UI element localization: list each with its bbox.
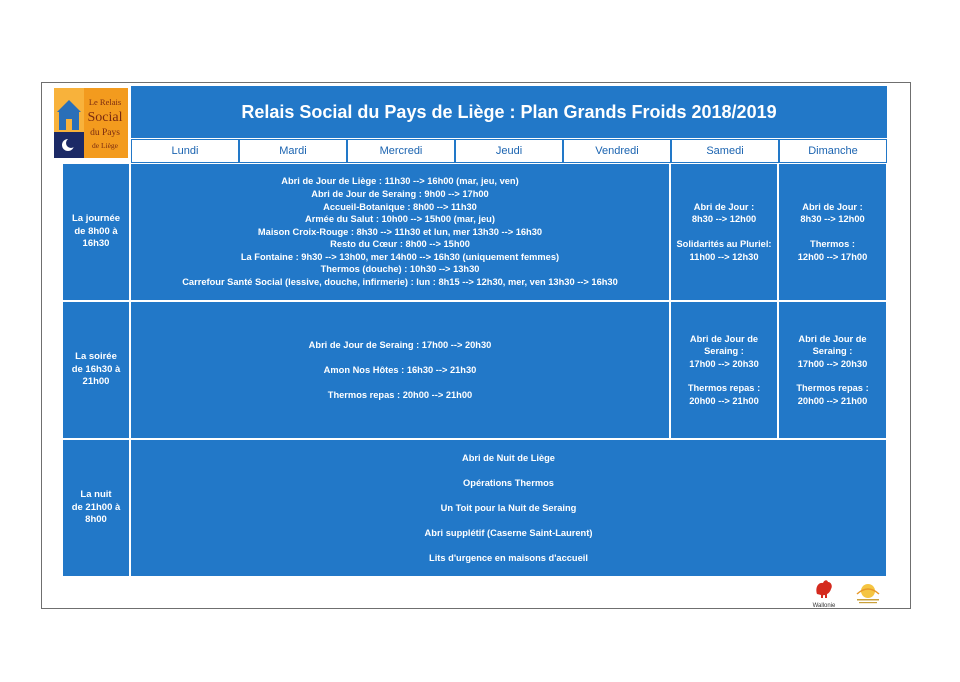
rooster-icon [813, 578, 835, 598]
day-weekday-services [131, 164, 669, 300]
service-line: Amon Nos Hôtes : 16h30 --> 21h30 [323, 364, 477, 375]
relais-social-logo [54, 88, 128, 158]
service-line: Un Toit pour la Nuit de Seraing [440, 502, 577, 513]
period-label-day: La journée de 8h00 à 16h30 [63, 164, 129, 300]
evening-sunday-services: Abri de Jour de Seraing : 17h00 --> 20h30 Thermos repas : 20h00 --> 21h00 [779, 302, 886, 438]
service-line: Abri de Nuit de Liège [462, 452, 555, 463]
service-line: Abri de Jour de Liège : 11h30 --> 16h00 (mar, jeu, ven) [281, 176, 519, 187]
day-header-tuesday: Mardi [239, 139, 347, 163]
evening-weekday-services [131, 302, 669, 438]
service-line: Carrefour Santé Social (lessive, douche, infirmerie) : lun : 8h15 --> 12h30, mer, ven 13h30 --> 16h30 [182, 277, 618, 288]
service-line: Opérations Thermos [463, 477, 554, 488]
service-line: Thermos (douche) : 10h30 --> 13h30 [320, 264, 480, 275]
svg-text:du Pays: du Pays [90, 128, 120, 138]
service-line: Abri de Jour de Seraing : 9h00 --> 17h00 [311, 188, 489, 199]
evening-saturday-services: Abri de Jour de Seraing : 17h00 --> 20h30 Thermos repas : 20h00 --> 21h00 [671, 302, 777, 438]
service-line: Abri de Jour de Seraing : 17h00 --> 20h30 [308, 339, 492, 350]
day-saturday-services: Abri de Jour : 8h30 --> 12h00 Solidarités au Pluriel: 11h00 --> 12h30 [671, 164, 777, 300]
service-line: Thermos repas : 20h00 --> 21h00 [327, 389, 473, 400]
day-header-monday: Lundi [131, 139, 239, 163]
day-header-row [131, 139, 887, 163]
sponsor-sun-logo [853, 580, 883, 606]
svg-text:Social: Social [87, 110, 123, 125]
wallonie-logo: Wallonie [810, 578, 838, 608]
day-header-sunday: Dimanche [779, 139, 887, 163]
period-label-evening: La soirée de 16h30 à 21h00 [63, 302, 129, 438]
day-header-wednesday: Mercredi [347, 139, 455, 163]
period-label-night: La nuit de 21h00 à 8h00 [63, 440, 129, 576]
svg-text:de Liège: de Liège [91, 141, 119, 150]
service-line: Armée du Salut : 10h00 --> 15h00 (mar, jeu) [305, 214, 495, 225]
day-header-friday: Vendredi [563, 139, 671, 163]
day-header-saturday: Samedi [671, 139, 779, 163]
poster-title: Relais Social du Pays de Liège : Plan Grands Froids 2018/2019 [131, 86, 887, 138]
svg-text:Le Relais: Le Relais [88, 97, 122, 107]
service-line: Lits d'urgence en maisons d'accueil [429, 552, 588, 563]
service-line: La Fontaine : 9h30 --> 13h00, mer 14h00 --> 16h30 (uniquement femmes) [240, 251, 560, 262]
day-header-thursday: Jeudi [455, 139, 563, 163]
service-line: Resto du Cœur : 8h00 --> 15h00 [330, 239, 470, 250]
service-line: Accueil-Botanique : 8h00 --> 11h30 [323, 201, 477, 212]
service-line: Abri supplétif (Caserne Saint-Laurent) [424, 527, 593, 538]
day-sunday-services: Abri de Jour : 8h30 --> 12h00 Thermos : 12h00 --> 17h00 [779, 164, 886, 300]
service-line: Maison Croix-Rouge : 8h30 --> 11h30 et lun, mer 13h30 --> 16h30 [257, 226, 543, 237]
night-all-week-services [131, 440, 886, 576]
